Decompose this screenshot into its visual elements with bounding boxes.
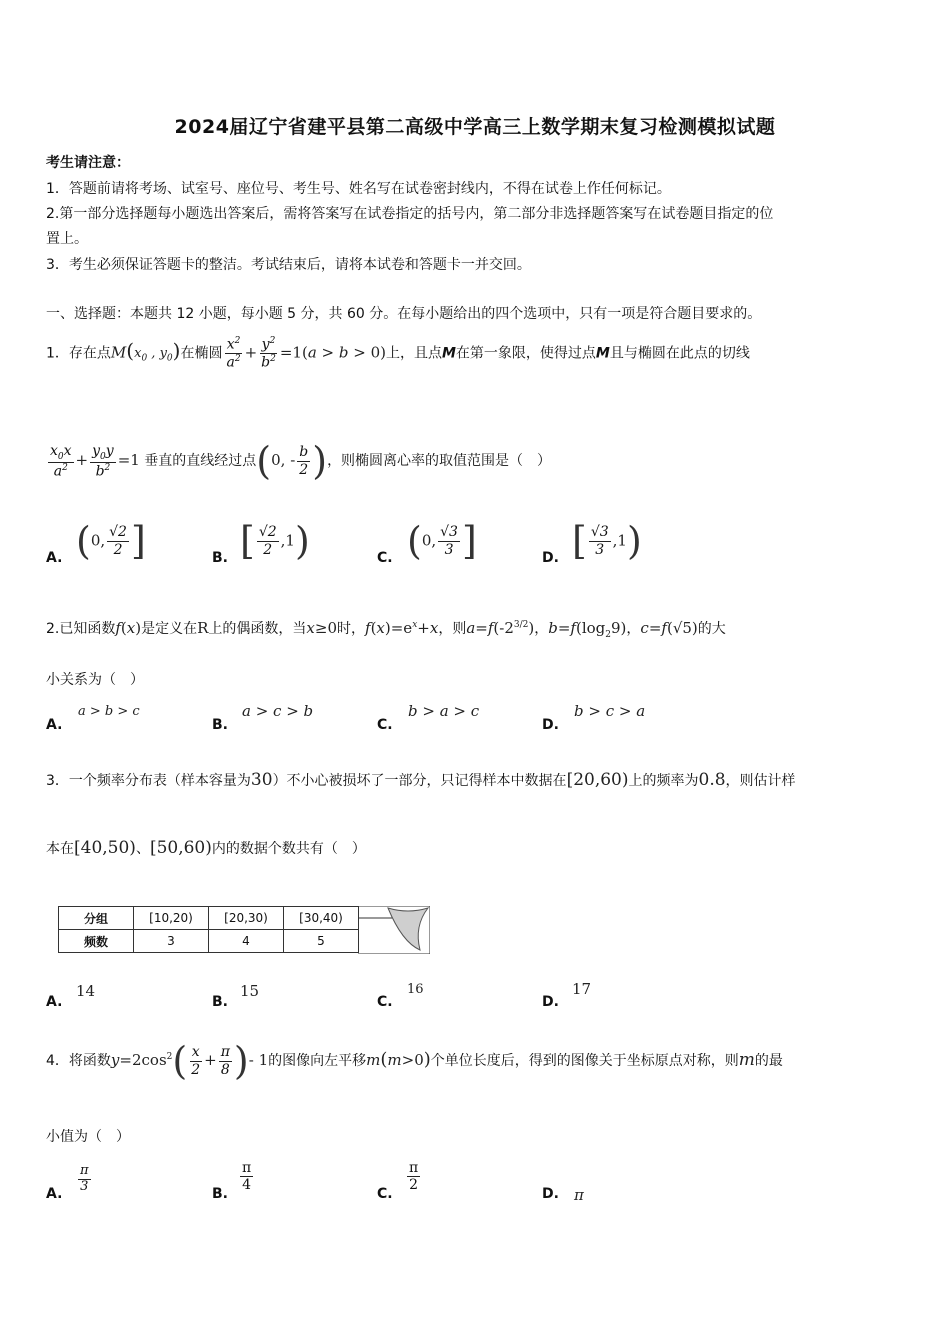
q2-option-d[interactable]: D. [542, 717, 559, 733]
q4-option-b[interactable]: B. [212, 1186, 228, 1202]
table-cell: [20,30) [209, 907, 284, 930]
section-heading: 一、选择题：本题共 12 小题，每小题 5 分，共 60 分。在每小题给出的四个选项中，只有一项是符合题目要求的。 [46, 306, 762, 322]
q2-option-c-value: b > a > c [408, 702, 480, 720]
q3-option-c[interactable]: C. [377, 994, 393, 1010]
q1-option-a[interactable]: A. [46, 550, 63, 566]
notice-item-1: 1．答题前请将考场、试室号、座位号、考生号、姓名写在试卷密封线内，不得在试卷上作任何标记。 [46, 181, 671, 197]
table-row [59, 930, 359, 953]
table-header-group: 分组 [59, 907, 134, 930]
question-3-line-1: 3．一个频率分布表（样本容量为30）不小心被损坏了一部分，只记得样本中数据在[20,60)上的频率为0.8，则估计样 [46, 770, 796, 790]
page-title: 2024届辽宁省建平县第二高级中学高三上数学期末复习检测模拟试题 [174, 116, 776, 138]
question-4-line-2: 小值为（ ） [46, 1129, 130, 1145]
q3-option-b-value: 15 [240, 982, 260, 1000]
q4-option-c-value: $\frac{\pi}{2}$ [409, 1160, 419, 1194]
question-2-line-1: 2.已知函数f(x)是定义在R上的偶函数，当x≥0时，$f(x)=e^x+x$，则$a=f(-2^{3/2})$，$b=f(\log_29)$，c=f(√5)的大 [46, 619, 726, 640]
q2-option-a[interactable]: A. [46, 717, 63, 733]
table-cell: [30,40) [284, 907, 359, 930]
question-4-line-1: 4．将函数$y=2\cos^2$( $\frac{x}{2}$ + $\frac{\pi}{8}$ )- 1的图像向左平移m(m>0)个单位长度后，得到的图像关于坐标原点对称，则m的最 [46, 1039, 783, 1083]
question-1-line-2: $\frac{x_0x}{a^2}$ + $\frac{y_0y}{b^2}$ =1 垂直的直线经过点(0, - $\frac{b}{2}$ )，则椭圆离心率的取值范围是（ ） [50, 439, 552, 483]
question-3-line-2: 本在[40,50)、[50,60)内的数据个数共有（ ） [46, 838, 366, 858]
q3-option-d-value: 17 [572, 980, 592, 998]
question-2-line-2: 小关系为（ ） [46, 672, 144, 688]
notice-item-2: 2.第一部分选择题每小题选出答案后，需将答案写在试卷指定的括号内，第二部分非选择题答案写在试卷题目指定的位 [46, 206, 774, 222]
function-formula: y [110, 1051, 120, 1069]
q3-option-c-value: 16 [407, 982, 424, 997]
q1-option-b-value: [ $\frac{√2}{2}$ ,1) [240, 519, 310, 563]
point-m-formula: M [110, 343, 127, 362]
table-cell: 5 [284, 930, 359, 953]
torn-corner-icon [358, 906, 430, 954]
table-cell: [10,20) [134, 907, 209, 930]
q2-option-a-value: a > b > c [78, 704, 140, 719]
q2-option-d-value: b > c > a [574, 702, 646, 720]
q2-option-b-value: a > c > b [242, 702, 314, 720]
table-cell: 3 [134, 930, 209, 953]
q1-option-a-value: (0, $\frac{√2}{2}$ ] [76, 519, 146, 563]
q4-option-b-value: $\frac{\pi}{4}$ [242, 1160, 252, 1194]
ellipse-formula: $\frac{x^2}{a^2}$ [226, 336, 241, 371]
q1-option-b[interactable]: B. [212, 550, 228, 566]
tangent-formula: $\frac{x_0x}{a^2}$ [50, 442, 72, 480]
question-1-line-1: 1．存在点$M(x_0$ , $y_0$)在椭圆 $\frac{x^2}{a^2}$ + $\frac{y^2}{b^2}$ =1(a > b > 0)上，且点M在第一象限，使得过点M且与椭圆在此点的切线 [46, 336, 750, 371]
q3-option-b[interactable]: B. [212, 994, 228, 1010]
q1-option-d[interactable]: D. [542, 550, 559, 566]
table-cell: 4 [209, 930, 284, 953]
table-header-count: 频数 [59, 930, 134, 953]
q3-option-a-value: 14 [76, 982, 96, 1000]
q3-option-d[interactable]: D. [542, 994, 559, 1010]
q1-option-c-value: (0, $\frac{√3}{3}$ ] [407, 519, 477, 563]
table-row [59, 907, 359, 930]
q4-option-c[interactable]: C. [377, 1186, 393, 1202]
q4-option-a-value: $\frac{\pi}{3}$ [80, 1163, 89, 1194]
q2-option-c[interactable]: C. [377, 717, 393, 733]
q4-option-a[interactable]: A. [46, 1186, 63, 1202]
q4-option-d[interactable]: D. [542, 1186, 559, 1202]
q1-option-d-value: [ $\frac{√3}{3}$ ,1) [572, 519, 642, 563]
notice-item-2-cont: 置上。 [46, 231, 88, 247]
q1-option-c[interactable]: C. [377, 550, 393, 566]
q4-option-d-value: π [574, 1186, 584, 1204]
notice-heading: 考生请注意： [46, 155, 130, 171]
q3-option-a[interactable]: A. [46, 994, 63, 1010]
q2-option-b[interactable]: B. [212, 717, 228, 733]
frequency-table [58, 906, 359, 953]
notice-item-3: 3．考生必须保证答题卡的整洁。考试结束后，请将本试卷和答题卡一并交回。 [46, 257, 531, 273]
